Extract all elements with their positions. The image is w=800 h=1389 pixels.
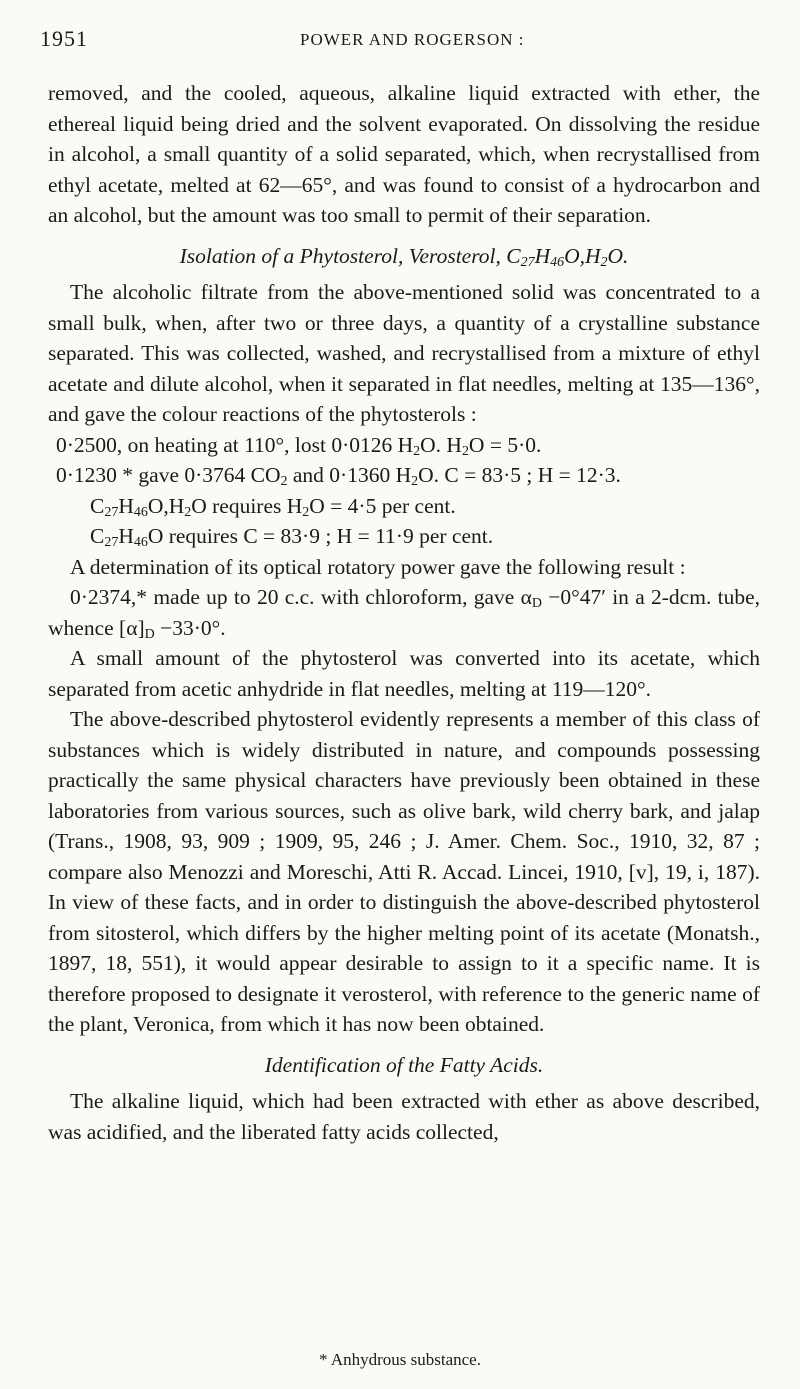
paragraph-discussion: The above-described phytosterol evidently represents a member of this class of substances which is widely distributed in nature, and compounds possessing practically the same physical characters have previously been obtained in these laboratories from various sources, such as olive bark, wild cherry bark, and jalap (Trans., 1908, 93, 909 ; 1909, 95, 246 ; J. Amer. Chem. Soc., 1910, 32, 87 ; compare also Menozzi and Moreschi, Atti R. Accad. Lincei, 1910, [v], 19, i, 187). In view of these facts, and in order to distinguish the above-described phytosterol from sitosterol, which differs by the higher melting point of its acetate (Monatsh., 1897, 18, 551), it would appear desirable to assign to it a specific name. It is therefore proposed to designate it verosterol, with reference to the generic name of the plant, Veronica, from which it has now been obtained. bbox=[48, 707, 760, 1036]
paragraph-intro: removed, and the cooled, aqueous, alkaline liquid extracted with ether, the ethereal liquid being dried and the solvent evaporated. On dissolving the residue in alcohol, a small quantity of a solid separated, which, when recrystallised from ethyl acetate, melted at 62—65°, and was found to consist of a hydrocarbon and an alcohol, but the amount was too small to permit of their separation. bbox=[48, 81, 760, 227]
data-line-heating: 0·2500, on heating at 110°, lost 0·0126 $H_2O$. $H_2O = 5\cdot 0$. bbox=[56, 432, 542, 459]
heading-isolation-formula: $C_{27}H_{46}O,H_2O$. bbox=[506, 243, 629, 270]
data-line-combustion: 0·1230 * gave 0·3764 $CO_2$ and 0·1360 $H_2O$. C = 83·5 ; H = 12·3. bbox=[56, 463, 621, 489]
heading-isolation bbox=[48, 241, 760, 272]
data-line-anhydrous-requirement: $C_{27}H_{46}O$ requires C = 83·9 ; H = 11·9 per cent. bbox=[90, 524, 494, 550]
heading-fatty-acids: Identification of the Fatty Acids. bbox=[264, 1052, 544, 1077]
body-text bbox=[48, 78, 760, 1147]
rotation-result: 0·2374,* made up to 20 c.c. with chloroform, gave $\alpha_D -0^\circ 47'$ in a 2-dcm. tube, whence $[\alpha]_D -33\cdot 0^\circ$. bbox=[48, 585, 760, 642]
running-title: POWER AND ROGERSON : bbox=[300, 30, 525, 49]
running-header bbox=[40, 26, 760, 66]
paragraph-fatty-acids: The alkaline liquid, which had been extracted with ether as above described, was acidified, and the liberated fatty acids collected, bbox=[48, 1089, 760, 1144]
footnote: * Anhydrous substance. bbox=[319, 1350, 481, 1369]
paragraph-rotation: A determination of its optical rotatory power gave the following result : bbox=[70, 554, 686, 579]
paragraph-isolation: The alcoholic filtrate from the above-mentioned solid was concentrated to a small bulk, when, after two or three days, a quantity of a crystalline substance separated. This was collected, washed, and recrystallised from a mixture of ethyl acetate and dilute alcohol, when it separated in flat needles, melting at 135—136°, and gave the colour reactions of the phytosterols : bbox=[48, 280, 760, 426]
page-year: 1951 bbox=[40, 26, 88, 51]
heading-isolation-prefix: Isolation of a Phytosterol, Verosterol, bbox=[179, 243, 501, 268]
paragraph-acetate: A small amount of the phytosterol was converted into its acetate, which separated from acetic anhydride in flat needles, melting at 119—120°. bbox=[48, 646, 760, 701]
data-line-hydrate-requirement: $C_{27}H_{46}O,H_2O$ requires $H_2O = 4\cdot 5$ per cent. bbox=[90, 493, 456, 520]
